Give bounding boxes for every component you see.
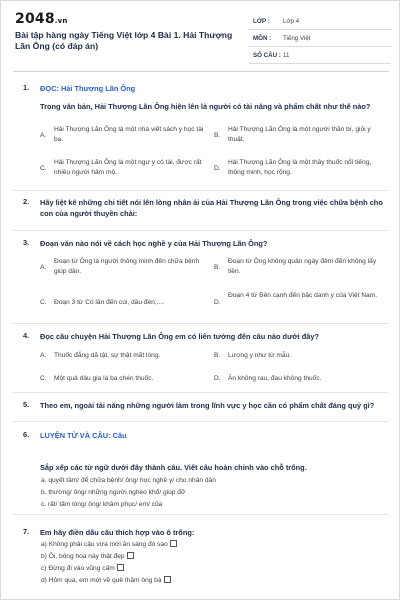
option-letter: B. [214,264,221,271]
list-item [41,539,177,550]
question-number: 2. [23,197,30,206]
question-number: 1. [23,83,30,92]
option-letter: B. [214,132,221,139]
option-letter: D. [214,299,221,306]
question-text: Đọc câu chuyện Hải Thượng Lãn Ông em có liên tưởng đến câu nào dưới đây? [40,332,320,341]
option-text: Đoạn từ Ông là người thông minh đến chữa bệnh giúp dân. [54,258,200,275]
list-item: c. rất/ tấm lòng/ ông/ khâm phục/ em/ của [41,501,163,508]
question-text: Hãy liệt kê những chi tiết nói lên lòng nhân ái của Hải Thượng Lãn Ông trong việc chữa bệnh cho con của người thuyền chài: [40,198,383,218]
answer-box[interactable] [127,552,134,559]
question-divider [13,421,389,422]
question-number: 4. [23,331,30,340]
option-text: Thuốc đắng dã tật, sự thật mất lòng. [54,352,161,359]
meta-key: MÔN : [253,35,272,42]
option-letter: A. [40,264,47,271]
option-d[interactable] [214,374,384,385]
option-letter: C. [40,375,47,382]
option-b[interactable] [214,125,384,147]
meta-value: Tiếng Việt [283,35,311,42]
question-divider [13,514,389,515]
option-b[interactable] [214,351,384,362]
answer-box[interactable] [164,576,171,583]
header [1,1,400,71]
option-text: Hải Thượng Lãn Ông là một nhà viết sách y học tài ba. [54,126,204,143]
option-text: Một quả dâu gia là ba chén thuốc. [54,375,154,382]
site-logo[interactable] [15,11,68,27]
question-text: Sắp xếp các từ ngữ dưới đây thành câu. Viết câu hoàn chỉnh vào chỗ trống. [40,463,307,472]
header-divider [13,71,389,72]
section-heading: ĐỌC: Hải Thượng Lãn Ông [40,84,136,93]
question-divider [13,230,389,231]
option-letter: B. [214,352,221,359]
question-text: Theo em, ngoài tài năng những người làm trong lĩnh vực y học cần có phẩm chất đáng quý gì? [40,401,375,410]
option-a[interactable] [40,351,210,362]
worksheet-title: Bài tập hàng ngày Tiếng Việt lớp 4 Bài 1. Hải Thượng Lãn Ông (có đáp án) [15,30,233,51]
question-divider [13,190,389,191]
option-c[interactable] [40,298,210,310]
option-d[interactable] [214,291,384,313]
list-item: b. thường/ ông/ những người nghèo khổ/ giúp đỡ [41,489,186,496]
list-item [41,551,134,562]
option-c[interactable] [40,158,210,180]
question-number: 7. [23,527,30,536]
question-text: Em hãy điền dấu câu thích hợp vào ô trống: [40,528,195,537]
logo-text: 2048 [15,11,55,27]
option-b[interactable] [214,257,384,279]
meta-value: Lớp 4 [283,18,300,25]
option-text: Lương y như từ mẫu. [228,352,292,359]
option-text: Ăn không rau, đau không thuốc. [228,375,322,382]
answer-box[interactable] [117,564,124,571]
question-text: Đoạn văn nào nói về cách học nghề y của Hải Thượng Lãn Ông? [40,239,268,248]
option-a[interactable] [40,257,210,279]
logo-tld: .vn [54,17,68,25]
option-a[interactable] [40,125,210,147]
option-letter: D. [214,375,221,382]
question-number: 5. [23,400,30,409]
question-text: Trong văn bản, Hải Thượng Lãn Ông hiện lên là người có tài năng và phẩm chất như thế nào? [40,102,371,111]
question-divider [13,392,389,393]
question-number: 6. [23,430,30,439]
option-text: Hải Thượng Lãn Ông là một người thần bí, giỏi y thuật. [228,126,371,143]
section-heading: LUYỆN TỪ VÀ CÂU: Câu [40,431,127,440]
list-item: a. quyết tâm/ để chữa bệnh/ ông/ học nghề y/ cho nhân dân [41,477,216,484]
meta-table [249,13,391,64]
option-text: Đoạn 3 từ Có lần đến cúi, dầu đèn,.... [54,299,164,306]
option-letter: D. [214,165,221,172]
meta-row-count [249,47,391,64]
item-text: d) Hôm qua, em mới về quê thăm ông bà [41,577,162,584]
meta-row-subject [249,30,391,47]
item-text: c) Đừng đi vào vũng cấm [41,565,115,572]
option-d[interactable] [214,158,384,180]
meta-key: SỐ CÂU : [253,52,281,59]
question-number: 3. [23,238,30,247]
option-c[interactable] [40,374,210,385]
option-letter: C. [40,299,47,306]
list-item [41,563,124,574]
meta-row-grade [249,13,391,30]
question-divider [13,323,389,324]
option-letter: C. [40,165,47,172]
option-text: Đoạn 4 từ Bên cạnh đến bậc danh y của Việt Nam. [228,292,378,299]
option-text: Hải Thượng Lãn Ông là một ngự y có tài, được rất nhiều người hâm mộ. [54,159,202,176]
list-item [41,575,171,586]
item-text: b) Ôi, bông hoa này thật đẹp [41,553,125,560]
meta-key: LỚP : [253,18,270,25]
option-letter: A. [40,352,47,359]
item-text: a) Không phải cậu vừa mới ăn sáng đó sao [41,541,168,548]
meta-value: 11 [283,52,290,59]
option-text: Đoạn từ Ông không quản ngày đêm đến không lấy tiền. [228,258,377,275]
option-text: Hải Thượng Lãn Ông là một thầy thuốc nổi tiếng, thông minh, học rộng. [228,159,372,176]
option-letter: A. [40,132,47,139]
answer-box[interactable] [170,540,177,547]
